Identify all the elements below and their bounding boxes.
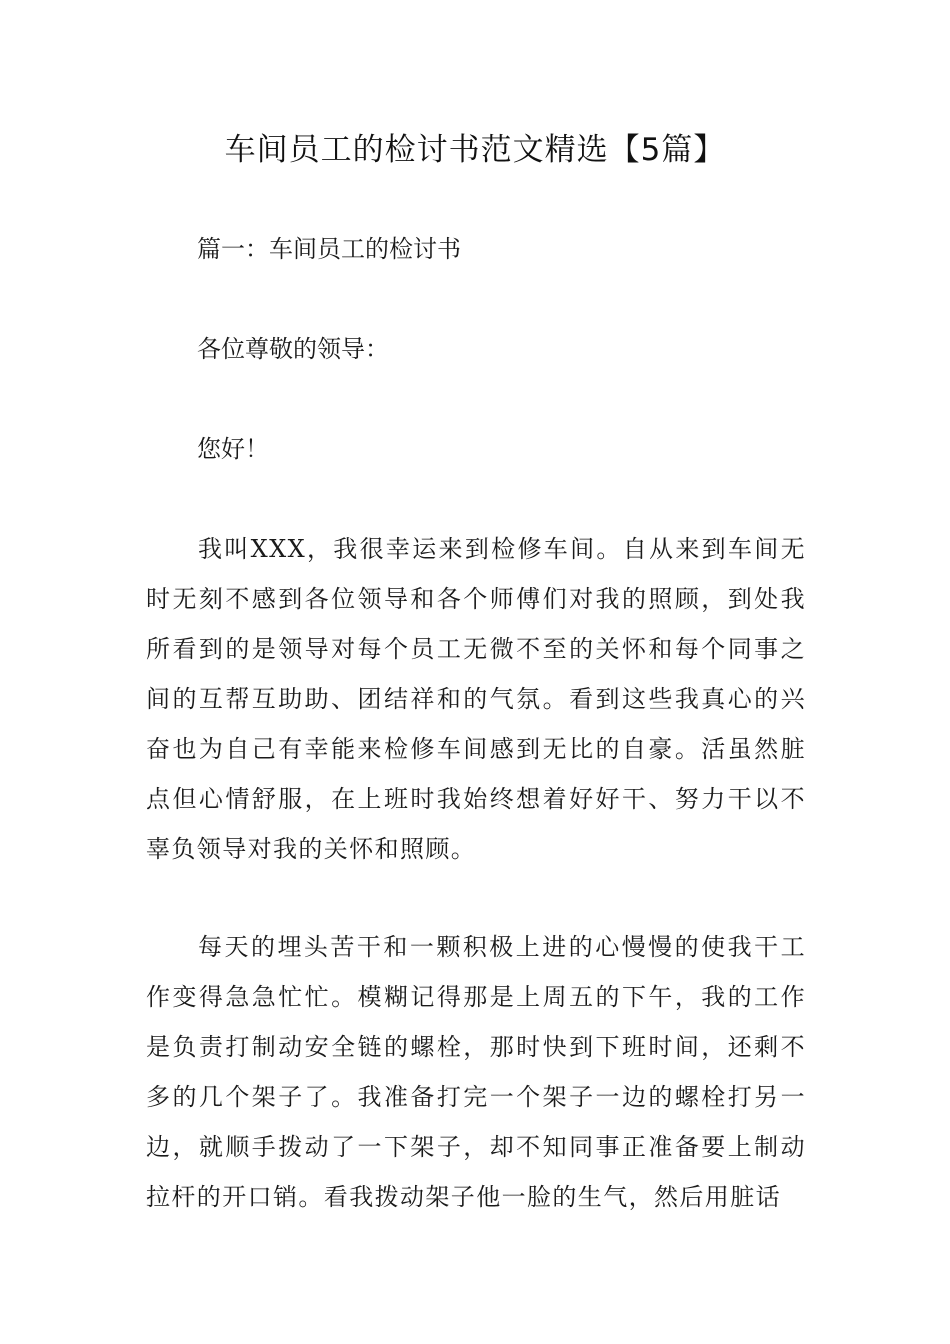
section-heading: 篇一：车间员工的检讨书	[197, 235, 461, 263]
body-paragraph-1: 我叫XXX，我很幸运来到检修车间。自从来到车间无时无刻不感到各位领导和各个师傅们对我的照顾，到处我所看到的是领导对每个员工无微不至的关怀和每个同事之间的互帮互助助、团结祥和的气氛。看到这些我真心的兴奋也为自己有幸能来检修车间感到无比的自豪。活虽然脏点但心情舒服，在上班时我始终想着好好干、努力干以不辜负领导对我的关怀和照顾。	[146, 535, 806, 863]
greeting: 您好！	[197, 435, 269, 463]
document-title: 车间员工的检讨书范文精选【5篇】	[224, 132, 726, 168]
salutation: 各位尊敬的领导：	[197, 335, 389, 363]
body-paragraph-2: 每天的埋头苦干和一颗积极上进的心慢慢的使我干工作变得急急忙忙。模糊记得那是上周五的下午，我的工作是负责打制动安全链的螺栓，那时快到下班时间，还剩不多的几个架子了。我准备打完一个架子一边的螺栓打另一边，就顺手拨动了一下架子，却不知同事正准备要上制动拉杆的开口销。看我拨动架子他一脸的生气，然后用脏话	[146, 933, 806, 1211]
